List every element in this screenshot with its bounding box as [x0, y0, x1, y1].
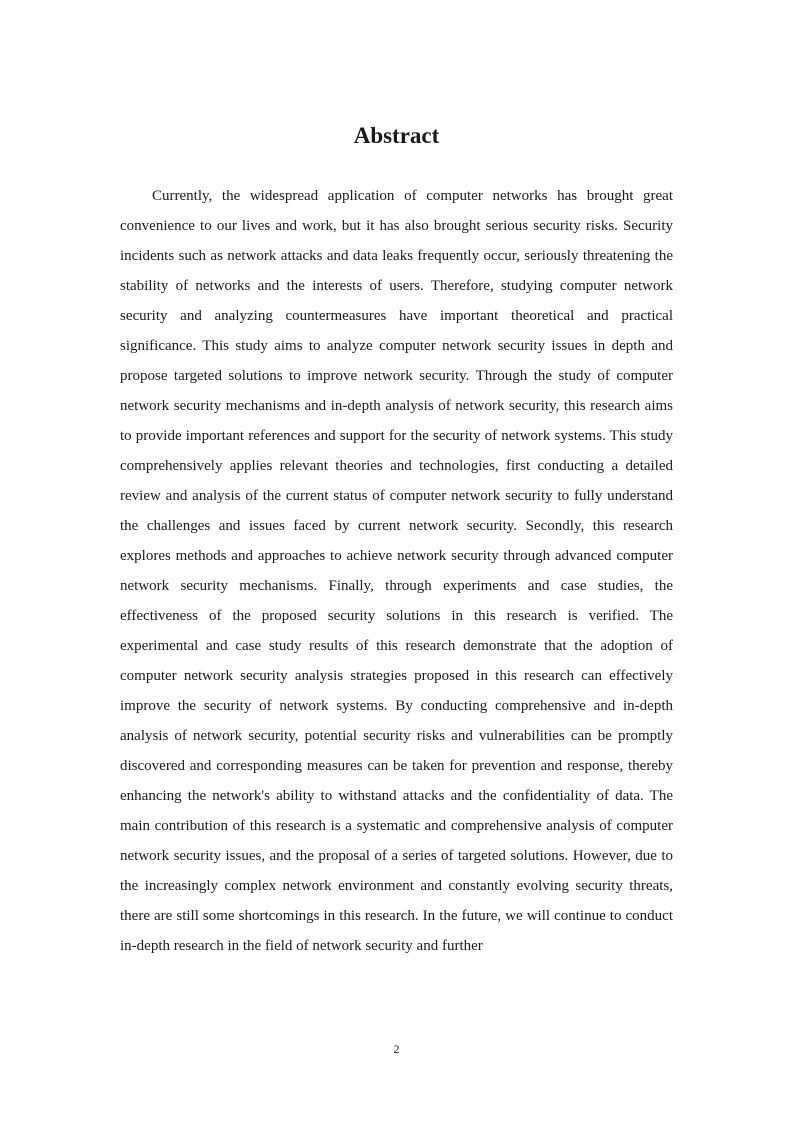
page-title: Abstract [353, 123, 440, 148]
page-number: 2 [393, 1042, 400, 1056]
abstract-paragraph: Currently, the widespread application of computer networks has brought great convenience to our lives and work, but it has also brought serious security risks. Security incidents such as network attacks and data leaks frequently occur, seriously threatening the stability of networks and the interests of users. Therefore, studying computer network security and analyzing countermeasures have important theoretical and practical significance. This study aims to analyze computer network security issues in depth and propose targeted solutions to improve network security. Through the study of computer network security mechanisms and in-depth analysis of network security, this research aims to provide important references and support for the security of network systems. This study comprehensively applies relevant theories and technologies, first conducting a detailed review and analysis of the current status of computer network security to fully understand the challenges and issues faced by current network security. Secondly, this research explores methods and approaches to achieve network security through advanced computer network security mechanisms. Finally, through experiments and case studies, the effectiveness of the proposed security solutions in this research is verified. The experimental and case study results of this research demonstrate that the adoption of computer network security analysis strategies proposed in this research can effectively improve the security of network systems. By conducting comprehensive and in-depth analysis of network security, potential security risks and vulnerabilities can be promptly discovered and corresponding measures can be taken for prevention and response, thereby enhancing the network's ability to withstand attacks and the confidentiality of data. The main contribution of this research is a systematic and comprehensive analysis of computer network security issues, and the proposal of a series of targeted solutions. However, due to the increasingly complex network environment and constantly evolving security threats, there are still some shortcomings in this research. In the future, we will continue to conduct in-depth research in the field of network security and further [120, 188, 673, 954]
